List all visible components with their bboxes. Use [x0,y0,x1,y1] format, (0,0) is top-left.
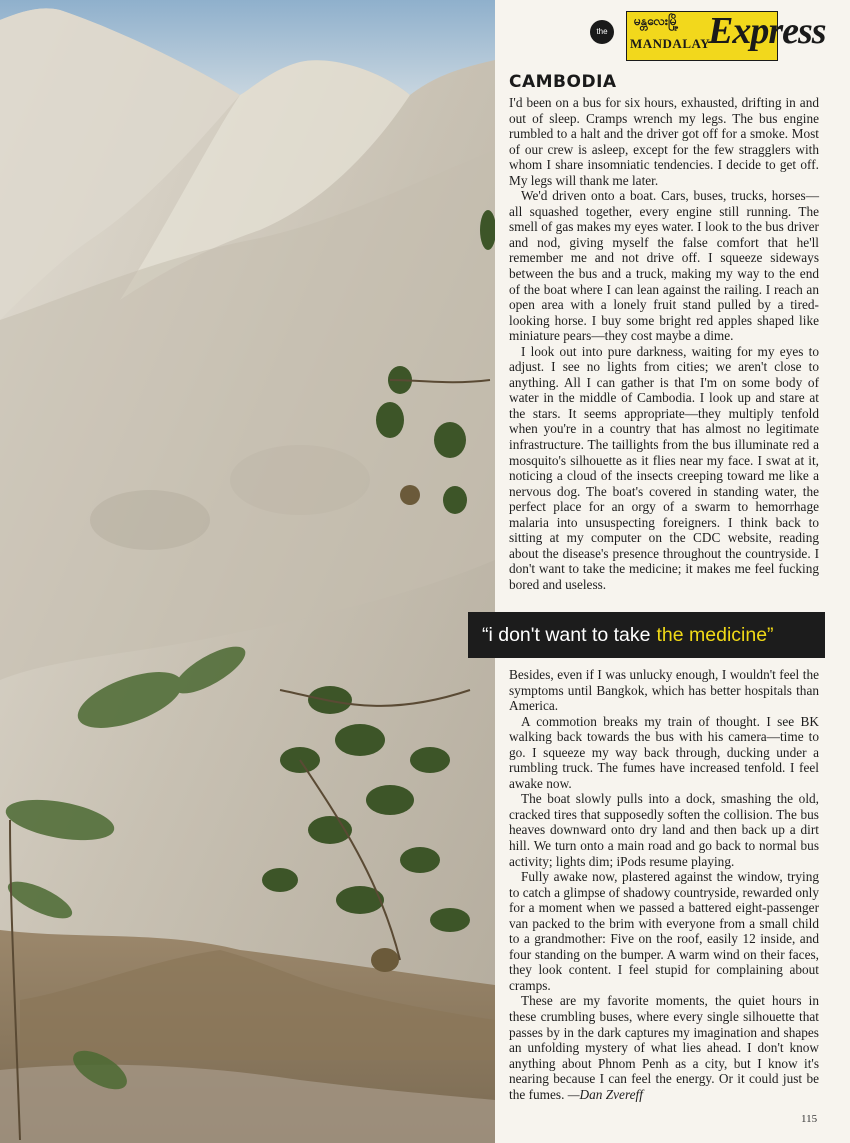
logo-the-badge: the [590,20,614,44]
mandalay-express-logo [590,3,845,63]
paragraph: The boat slowly pulls into a dock, smashing the old, cracked tires that supposedly soften the collision. The bus heaves downward onto dry land and then back up a dirt hill. We turn onto a main road and go back to normal bus activity; lights dim; iPods resume playing. [509,791,819,869]
article-column-top [509,72,819,593]
page-number: 115 [801,1113,818,1125]
paragraph: We'd driven onto a boat. Cars, buses, trucks, horses—all squashed together, every engine still running. The smell of gas makes my eyes water. I look to the bus driver and nod, giving myself the false comfort that he'll remember me and not drive off. I squeeze sideways between the bus and a truck, making my way to the end of the boat where I can lean against the railing. I reach an open area with a lonely fruit stand pulled by a tired-looking horse. I buy some bright red apples shaped like miniature pears—they cost maybe a dime. [509,188,819,344]
paragraph: A commotion breaks my train of thought. I see BK walking back towards the bus with his camera—time to go. I squeeze my way back through, ducking under a rumbling truck. The fumes have increased tenfold. I feel awake now. [509,713,819,791]
logo-burmese-text: မန္တလေးမြို့ [634,14,679,28]
paragraph-last [509,993,819,1102]
paragraph: Fully awake now, plastered against the window, trying to catch a glimpse of shadowy countryside, rewarded only for a moment when we passed a battered eight-passenger van packed to the brim with everyone from a small child to a grandmother: Five on the roof, easily 12 inside, and four standing on the bumper. A warm wind on their faces, they look content. I feel stupid for complaining about cramps. [509,869,819,993]
paragraph: Besides, even if I was unlucky enough, I wouldn't feel the symptoms until Bangkok, which has better hospitals than America. [509,667,819,714]
pull-quote-highlight: the medicine” [656,623,774,646]
article-column-bottom [509,667,819,1102]
section-title: CAMBODIA [509,72,617,92]
paragraph-text: These are my favorite moments, the quiet hours in these crumbling buses, where every single silhouette that passes by in the dark captures my imagination and shapes an unfolding mystery of what lies ahead. I don't know anything about Phnom Penh as a city, but I know it's nearing because I can feel the energy. Or it could just be the fumes. [509,993,819,1102]
pull-quote [468,612,825,658]
logo-brand-text: Express [708,10,826,52]
pull-quote-text: “i don't want to take [482,623,651,646]
logo-city-text: MANDALAY [630,36,711,51]
paragraph: I look out into pure darkness, waiting for my eyes to adjust. I see no lights from cities; we aren't close to anything. All I can gather is that I'm on some body of water in the middle of Cambodia. I look up and stare at the stars. It seems appropriate—they multiply tenfold when you're in a country that has almost no legitimate infrastructure. The taillights from the bus illuminate red a mosquito's silhouette as it flies near my face. I swat at it, noticing a cloud of the insects creeping toward me like a nervous dog. The boat's covered in standing water, the perfect place for an orgy of a swarm to hemorrhage malaria into unsuspecting foreigners. I think back to sitting at my computer on the CDC website, reading about the disease's presence throughout the countryside. I don't want to take the medicine; it makes me feel fucking bored and useless. [509,343,819,592]
paragraph: I'd been on a bus for six hours, exhausted, drifting in and out of sleep. Cramps wrench my legs. The bus engine rumbled to a halt and the driver got off for a smoke. Most of our crew is asleep, except for the few stragglers with whom I share insomniatic tendencies. I decide to get off. My legs will thank me later. [509,95,819,188]
byline: —Dan Zvereff [567,1086,643,1102]
